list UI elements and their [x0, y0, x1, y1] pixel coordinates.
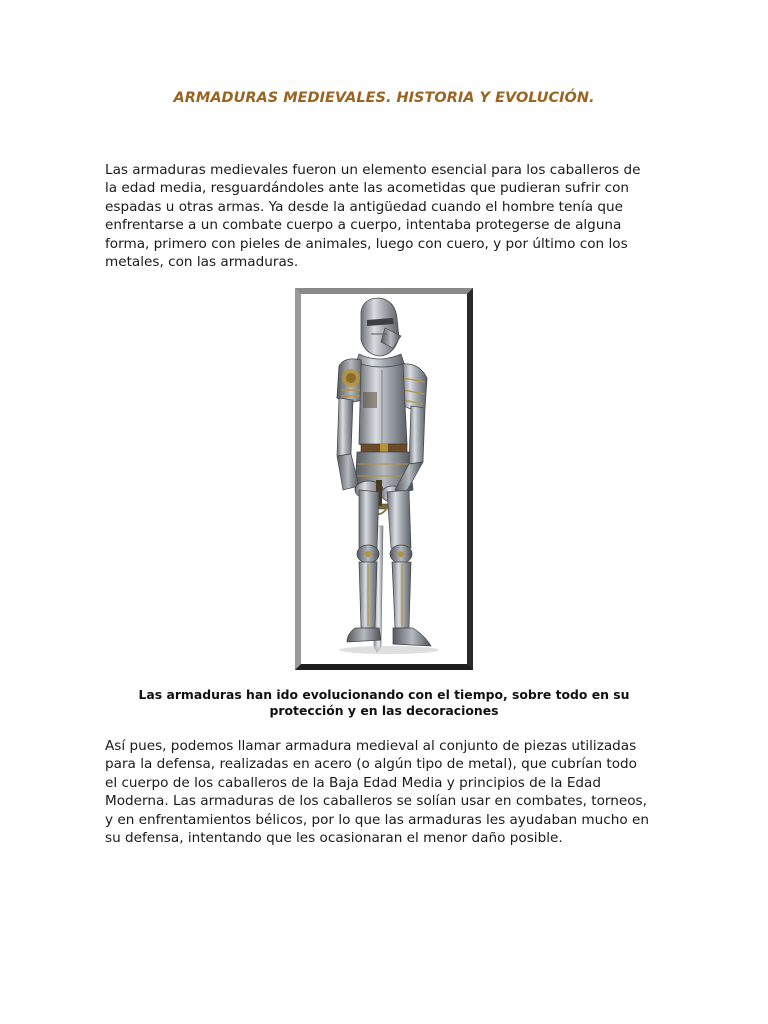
knight-armor-illustration: [301, 294, 467, 664]
page-title: ARMADURAS MEDIEVALES. HISTORIA Y EVOLUCIÓN.: [173, 90, 595, 106]
intro-paragraph: Las armaduras medievales fueron un elemento esencial para los caballeros de la edad media, resguardándoles ante las acometidas que pudieran sufrir con espadas u otras armas. Ya desde la antigüedad cuando el hombre tenía que enfrentarse a un combate cuerpo a cuerpo, intentaba protegerse de alguna forma, primero con pieles de animales, luego con cuero, y por último con los metales, con las armaduras.: [105, 162, 641, 271]
body-paragraph: Así pues, podemos llamar armadura medieval al conjunto de piezas utilizadas para la defensa, realizadas en acero (o algún tipo de metal), que cubrían todo el cuerpo de los caballeros de la Baja Edad Media y principios de la Edad Moderna. Las armaduras de los caballeros se solían usar en combates, torneos, y en enfrentamientos bélicos, por lo que las armaduras les ayudaban mucho en su defensa, intentando que les ocasionaran el menor daño posible.: [105, 738, 649, 847]
armor-figure: [295, 288, 473, 670]
figure-caption: Las armaduras han ido evolucionando con el tiempo, sobre todo en su protección y en las decoraciones: [138, 687, 630, 718]
